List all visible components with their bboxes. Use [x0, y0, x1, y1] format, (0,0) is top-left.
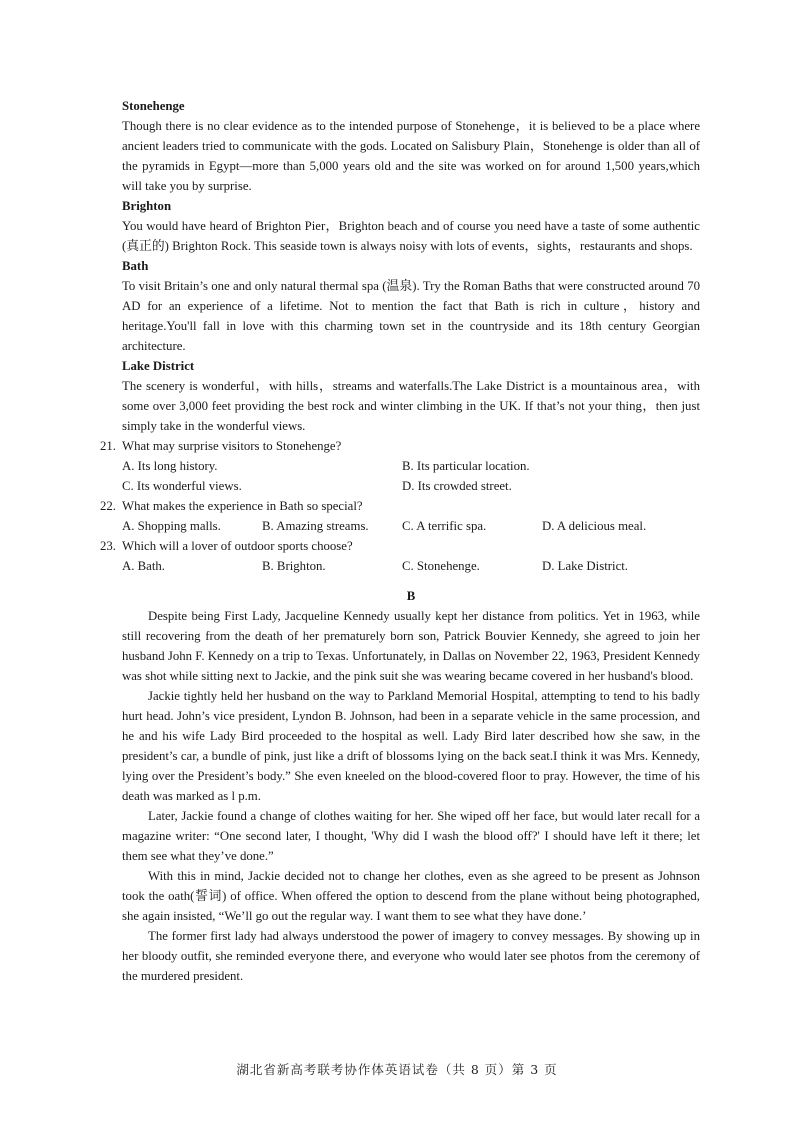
answer-options	[122, 516, 700, 536]
passage-paragraph: Jackie tightly held her husband on the way to Parkland Memorial Hospital, attempting to tend to his badly hurt head. John’s vice president, Lyndon B. Johnson, had been in a separate vehicle in the same procession, and he and his wife Lady Bird proceeded to the hospital as well. Lady Bird later described how she saw, in the president’s car, a bundle of pink, just like a drift of blossoms lying on the back seat.I think it was Mrs. Kennedy, lying over the President’s body.” She even kneeled on the blood-covered floor to pray. However, the time of his death was marked as l p.m.	[122, 689, 700, 803]
place-heading: Brighton	[122, 199, 172, 213]
option-b: B. Its particular location.	[402, 459, 530, 473]
option-d: D. Its crowded street.	[402, 479, 512, 493]
option-a: A. Its long history.	[122, 459, 218, 473]
place-description: Though there is no clear evidence as to the intended purpose of Stonehenge，it is believed to be a place where ancient leaders tried to communicate with the gods. Located on Salisbury Plain，Stonehenge is older than all of the pyramids in Egypt—more than 5,000 years old and the site was worked on for around 1,500 years,which will take you by surprise.	[122, 119, 700, 193]
questions-section-a	[100, 436, 700, 576]
option-d: D. Lake District.	[542, 559, 628, 573]
passage-paragraph: The former first lady had always understood the power of imagery to convey messages. By showing up in her bloody outfit, she reminded everyone there, and everyone who would later see photos from the ceremony of the murdered president.	[122, 929, 700, 983]
section-b-title: B	[406, 589, 416, 603]
page-content	[100, 96, 700, 986]
place-stonehenge	[122, 96, 700, 196]
option-c: C. Its wonderful views.	[122, 479, 242, 493]
page-footer: 湖北省新高考联考协作体英语试卷（共 8 页）第 3 页	[236, 1062, 558, 1077]
question-number: 21.	[100, 439, 116, 453]
section-a-reading	[122, 96, 700, 436]
option-a: A. Shopping malls.	[122, 519, 221, 533]
question-text: What makes the experience in Bath so special?	[122, 499, 363, 513]
question-22	[100, 496, 700, 536]
option-d: D. A delicious meal.	[542, 519, 647, 533]
question-text: Which will a lover of outdoor sports choose?	[122, 539, 353, 553]
place-lake-district	[122, 356, 700, 436]
question-stem	[100, 536, 700, 556]
option-a: A. Bath.	[122, 559, 166, 573]
option-c: C. A terrific spa.	[402, 519, 487, 533]
question-23	[100, 536, 700, 576]
place-bath	[122, 256, 700, 356]
section-b-passage	[122, 606, 700, 986]
question-number: 22.	[100, 499, 116, 513]
question-number: 23.	[100, 539, 116, 553]
place-description: To visit Britain’s one and only natural thermal spa (温泉). Try the Roman Baths that were constructed around 70 AD for an experience of a lifetime. Not to mention the fact that Bath is rich in culture，history and heritage.You'll fall in love with this charming town set in the countryside and its 18th century Georgian architecture.	[122, 279, 700, 353]
passage-paragraph: Later, Jackie found a change of clothes waiting for her. She wiped off her face, but would later recall for a magazine writer: “One second later, I thought, 'Why did I wash the blood off?' I should have left it there; let them see what they’ve done.”	[122, 809, 700, 863]
place-brighton	[122, 196, 700, 256]
place-description: You would have heard of Brighton Pier，Brighton beach and of course you need have a taste of some authentic (真正的) Brighton Rock. This seaside town is always noisy with lots of events，sights，restaurants and shops.	[122, 219, 700, 253]
place-heading: Stonehenge	[122, 99, 185, 113]
option-b: B. Brighton.	[262, 559, 326, 573]
passage-paragraph: With this in mind, Jackie decided not to change her clothes, even as she agreed to be present as Johnson took the oath(誓词) of office. When offered the option to descend from the plane without being photographed, she again insisted, “We’ll go out the regular way. I want them to see what they have done.’	[122, 869, 700, 923]
passage-paragraph: Despite being First Lady, Jacqueline Kennedy usually kept her distance from politics. Yet in 1963, while still recovering from the death of her prematurely born son, Patrick Bouvier Kennedy, she agreed to join her husband John F. Kennedy on a trip to Texas. Unfortunately, in Dallas on November 22, 1963, President Kennedy was shot while sitting next to Jackie, and the pink suit she was wearing became covered in her husband's blood.	[122, 609, 700, 683]
answer-options	[122, 556, 700, 576]
question-text: What may surprise visitors to Stonehenge?	[122, 439, 342, 453]
place-heading: Bath	[122, 259, 149, 273]
answer-options	[122, 456, 700, 496]
question-stem	[100, 436, 700, 456]
question-stem	[100, 496, 700, 516]
option-c: C. Stonehenge.	[402, 559, 480, 573]
question-21	[100, 436, 700, 496]
place-heading: Lake District	[122, 359, 195, 373]
place-description: The scenery is wonderful，with hills，streams and waterfalls.The Lake District is a mountainous area，with some over 3,000 feet providing the best rock and winter climbing in the UK. If that’s not your thing，then just simply take in the wonderful views.	[122, 379, 700, 433]
option-b: B. Amazing streams.	[262, 519, 369, 533]
